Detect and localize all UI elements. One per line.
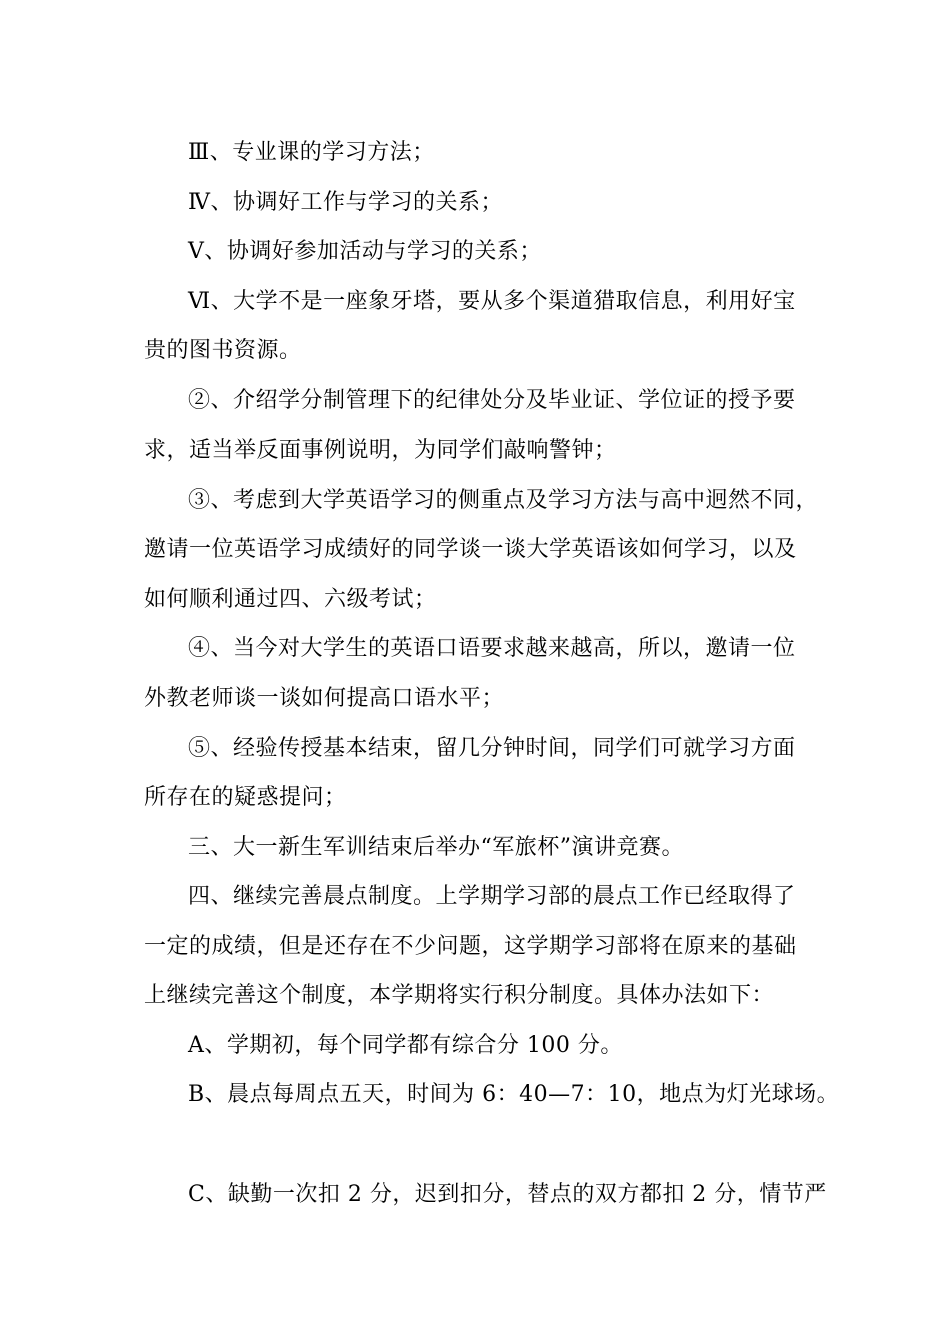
item-5-line-2: 所存在的疑惑提问； [144, 785, 347, 810]
item-c-line: C、缺勤一次扣 2 分，迟到扣分，替点的双方都扣 2 分，情节严 [188, 1182, 827, 1207]
item-iv-line: Ⅳ、协调好工作与学习的关系； [188, 190, 503, 215]
item-2-line-1: ②、介绍学分制管理下的纪律处分及毕业证、学位证的授予要 [188, 388, 796, 413]
item-vi-line-1: Ⅵ、大学不是一座象牙塔，要从多个渠道猎取信息，利用好宝 [188, 289, 796, 314]
item-v-line: Ⅴ、协调好参加活动与学习的关系； [188, 239, 542, 264]
item-vi-line-2: 贵的图书资源。 [144, 338, 302, 363]
item-a-line: A、学期初，每个同学都有综合分 100 分。 [188, 1033, 623, 1058]
item-3-line-1: ③、考虑到大学英语学习的侧重点及学习方法与高中迥然不同， [188, 488, 819, 513]
section-four-line-2: 一定的成绩，但是还存在不少问题，这学期学习部将在原来的基础 [144, 934, 797, 959]
item-iii-line: Ⅲ、专业课的学习方法； [188, 140, 435, 165]
item-b-line: B、晨点每周点五天，时间为 6：40—7：10，地点为灯光球场。 [188, 1082, 840, 1107]
item-4-line-2: 外教老师谈一谈如何提高口语水平； [144, 686, 505, 711]
section-four-line-1: 四、继续完善晨点制度。上学期学习部的晨点工作已经取得了 [188, 884, 796, 909]
item-4-line-1: ④、当今对大学生的英语口语要求越来越高，所以，邀请一位 [188, 636, 796, 661]
item-3-line-3: 如何顺利通过四、六级考试； [144, 587, 437, 612]
section-three-line: 三、大一新生军训结束后举办“军旅杯”演讲竞赛。 [188, 835, 684, 860]
item-3-line-2: 邀请一位英语学习成绩好的同学谈一谈大学英语该如何学习，以及 [144, 537, 797, 562]
section-four-line-3: 上继续完善这个制度，本学期将实行积分制度。具体办法如下： [144, 983, 775, 1008]
item-5-line-1: ⑤、经验传授基本结束，留几分钟时间，同学们可就学习方面 [188, 736, 796, 761]
item-2-line-2: 求，适当举反面事例说明，为同学们敲响警钟； [144, 438, 617, 463]
